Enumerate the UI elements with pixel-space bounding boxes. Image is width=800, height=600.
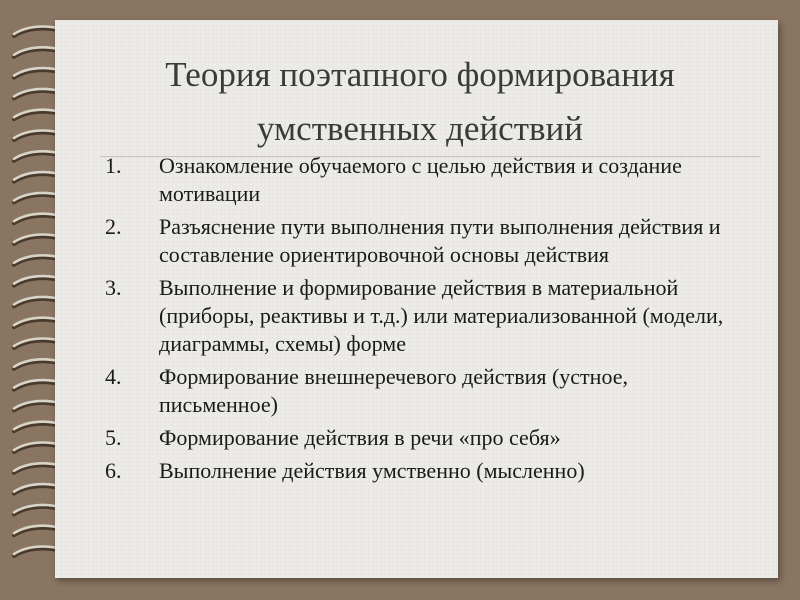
item-text: Выполнение действия умственно (мысленно) [159,458,585,483]
item-number: 4. [105,364,122,389]
item-text: Формирование внешнеречевого действия (устное, письменное) [159,364,628,417]
list-item [105,213,745,269]
item-number: 2. [105,214,122,239]
item-number: 5. [105,425,122,450]
item-number: 3. [105,275,122,300]
list-item [105,152,745,208]
item-number: 1. [105,153,122,178]
list-item [105,274,745,358]
list-item [105,424,745,452]
item-text: Формирование действия в речи «про себя» [159,425,561,450]
notebook-page [55,20,778,578]
slide-title-line-1: Теория поэтапного формирования [165,55,675,94]
slide-title-line-2: умственных действий [257,109,583,148]
item-text: Разъяснение пути выполнения пути выполнения действия и составление ориентировочной основы действия [159,214,721,267]
list-item [105,457,745,485]
item-number: 6. [105,458,122,483]
slide-title [135,48,705,156]
item-text: Ознакомление обучаемого с целью действия и создание мотивации [159,153,682,206]
list-item [105,363,745,419]
item-text: Выполнение и формирование действия в материальной (приборы, реактивы и т.д.) или материализованной (модели, диаграммы, схемы) форме [159,275,724,356]
steps-list [105,152,745,490]
